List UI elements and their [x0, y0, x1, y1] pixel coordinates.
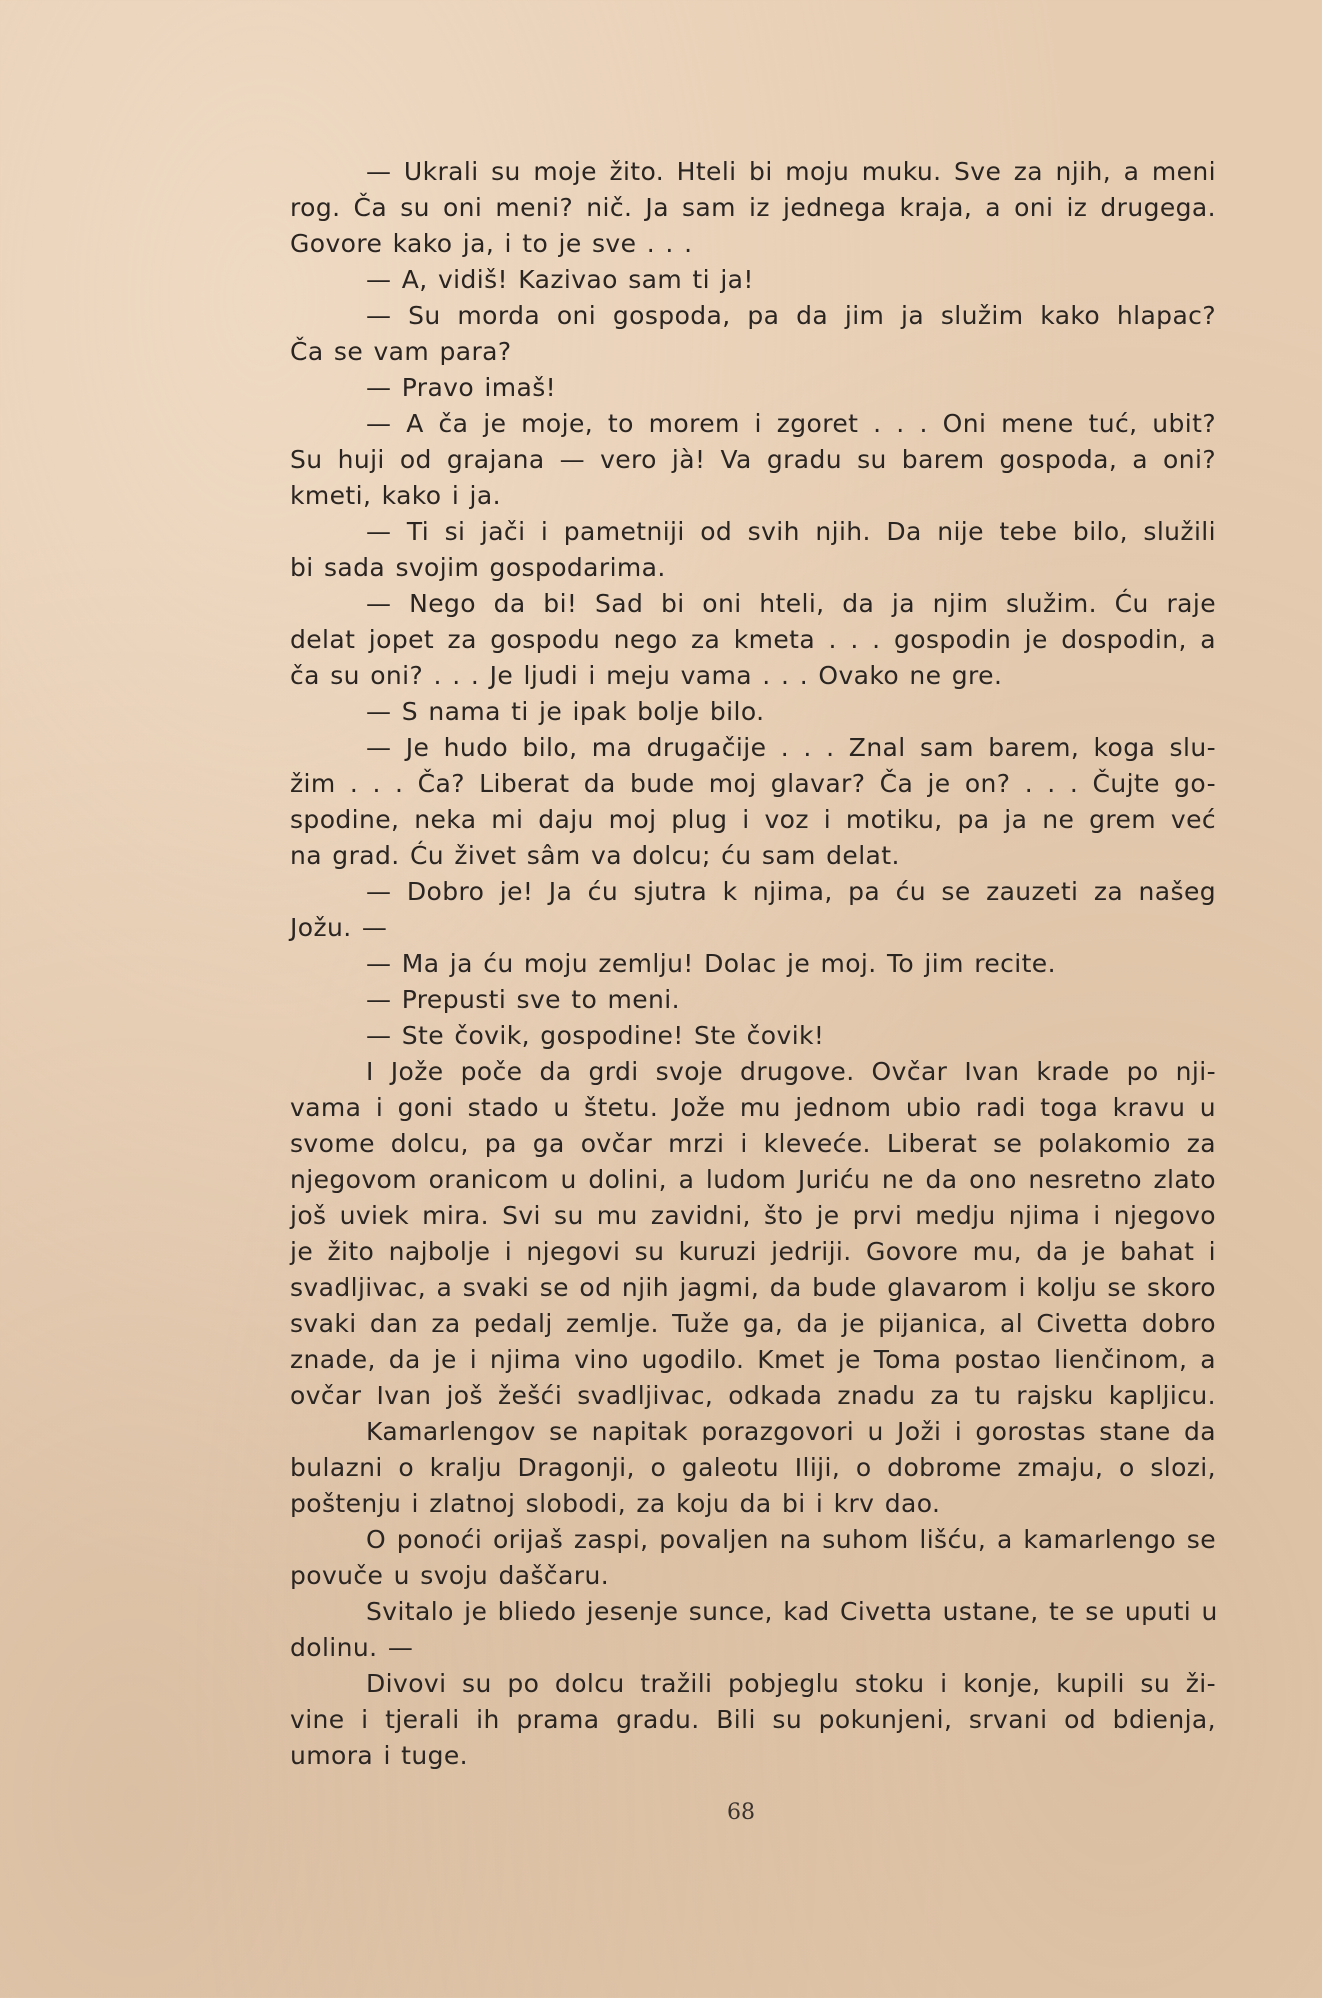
text-line: — Ukrali su moje žito. Hteli bi moju muku. Sve za njih, a meni	[366, 157, 1216, 186]
text-line: — Su morda oni gospoda, pa da jim ja služim kako hlapac?	[366, 301, 1216, 330]
page-body-text	[290, 154, 1216, 1774]
text-line: povuče u svoju daščaru.	[290, 1561, 610, 1590]
text-line: dolinu. —	[290, 1633, 414, 1662]
text-line: — A, vidiš! Kazivao sam ti ja!	[366, 265, 754, 294]
text-line: još uviek mira. Svi su mu zavidni, što je prvi medju njima i njegovo	[290, 1201, 1216, 1230]
text-line: O ponoći orijaš zaspi, povaljen na suhom lišću, a kamarlengo se	[366, 1525, 1216, 1554]
text-line: — Ti si jači i pametniji od svih njih. Da nije tebe bilo, služili	[366, 517, 1216, 546]
text-line: — Ste čovik, gospodine! Ste čovik!	[366, 1021, 825, 1050]
text-line: bulazni o kralju Dragonji, o galeotu Iliji, o dobrome zmaju, o slozi,	[290, 1453, 1216, 1482]
text-line: svome dolcu, pa ga ovčar mrzi i kleveće. Liberat se polakomio za	[290, 1129, 1216, 1158]
text-line: I Jože poče da grdi svoje drugove. Ovčar Ivan krade po nji-	[366, 1057, 1216, 1086]
text-line: poštenju i zlatnoj slobodi, za koju da bi i krv dao.	[290, 1489, 941, 1518]
text-line: bi sada svojim gospodarima.	[290, 553, 666, 582]
text-line: — Nego da bi! Sad bi oni hteli, da ja njim služim. Ću raje	[366, 589, 1216, 618]
text-line: svadljivac, a svaki se od njih jagmi, da bude glavarom i kolju se skoro	[290, 1273, 1216, 1302]
text-line: Divovi su po dolcu tražili pobjeglu stoku i konje, kupili su ži-	[366, 1669, 1216, 1698]
text-line: — Je hudo bilo, ma drugačije . . . Znal sam barem, koga slu-	[366, 733, 1216, 762]
text-line: — Prepusti sve to meni.	[366, 985, 680, 1014]
text-line: spodine, neka mi daju moj plug i voz i motiku, pa ja ne grem već	[290, 805, 1216, 834]
text-line: vine i tjerali ih prama gradu. Bili su pokunjeni, srvani od bdienja,	[290, 1705, 1216, 1734]
text-line: — Dobro je! Ja ću sjutra k njima, pa ću se zauzeti za našeg	[366, 877, 1216, 906]
text-line: vama i goni stado u štetu. Jože mu jednom ubio radi toga kravu u	[290, 1093, 1216, 1122]
text-line: znade, da je i njima vino ugodilo. Kmet je Toma postao lienčinom, a	[290, 1345, 1216, 1374]
text-line: delat jopet za gospodu nego za kmeta . . . gospodin je dospodin, a	[290, 625, 1216, 654]
text-line: Svitalo je bliedo jesenje sunce, kad Civetta ustane, te se uputi u	[366, 1597, 1218, 1626]
page-number: 68	[727, 1800, 755, 1825]
text-line: njegovom oranicom u dolini, a ludom Juriću ne da ono nesretno zlato	[290, 1165, 1216, 1194]
text-line: Kamarlengov se napitak porazgovori u Joži i gorostas stane da	[366, 1417, 1216, 1446]
text-line: umora i tuge.	[290, 1741, 468, 1770]
text-line: — Pravo imaš!	[366, 373, 557, 402]
text-line: ča su oni? . . . Je ljudi i meju vama . . . Ovako ne gre.	[290, 661, 1003, 690]
text-line: kmeti, kako i ja.	[290, 481, 501, 510]
text-line: svaki dan za pedalj zemlje. Tuže ga, da je pijanica, al Civetta dobro	[290, 1309, 1216, 1338]
text-line: — S nama ti je ipak bolje bilo.	[366, 697, 765, 726]
text-line: na grad. Ću živet sâm va dolcu; ću sam delat.	[290, 841, 900, 870]
text-line: ovčar Ivan još žešći svadljivac, odkada znadu za tu rajsku kapljicu.	[290, 1381, 1216, 1410]
text-line: Ča se vam para?	[290, 337, 512, 366]
text-line: rog. Ča su oni meni? nič. Ja sam iz jednega kraja, a oni iz drugega.	[290, 193, 1216, 222]
text-line: Govore kako ja, i to je sve . . .	[290, 229, 693, 258]
text-line: Su huji od grajana — vero jà! Va gradu su barem gospoda, a oni?	[290, 445, 1216, 474]
text-line: je žito najbolje i njegovi su kuruzi jedriji. Govore mu, da je bahat i	[290, 1237, 1216, 1266]
text-line: — A ča je moje, to morem i zgoret . . . Oni mene tuć, ubit?	[366, 409, 1216, 438]
text-line: Jožu. —	[290, 913, 388, 942]
text-line: — Ma ja ću moju zemlju! Dolac je moj. To jim recite.	[366, 949, 1056, 978]
text-line: žim . . . Ča? Liberat da bude moj glavar? Ča je on? . . . Čujte go-	[290, 769, 1216, 798]
